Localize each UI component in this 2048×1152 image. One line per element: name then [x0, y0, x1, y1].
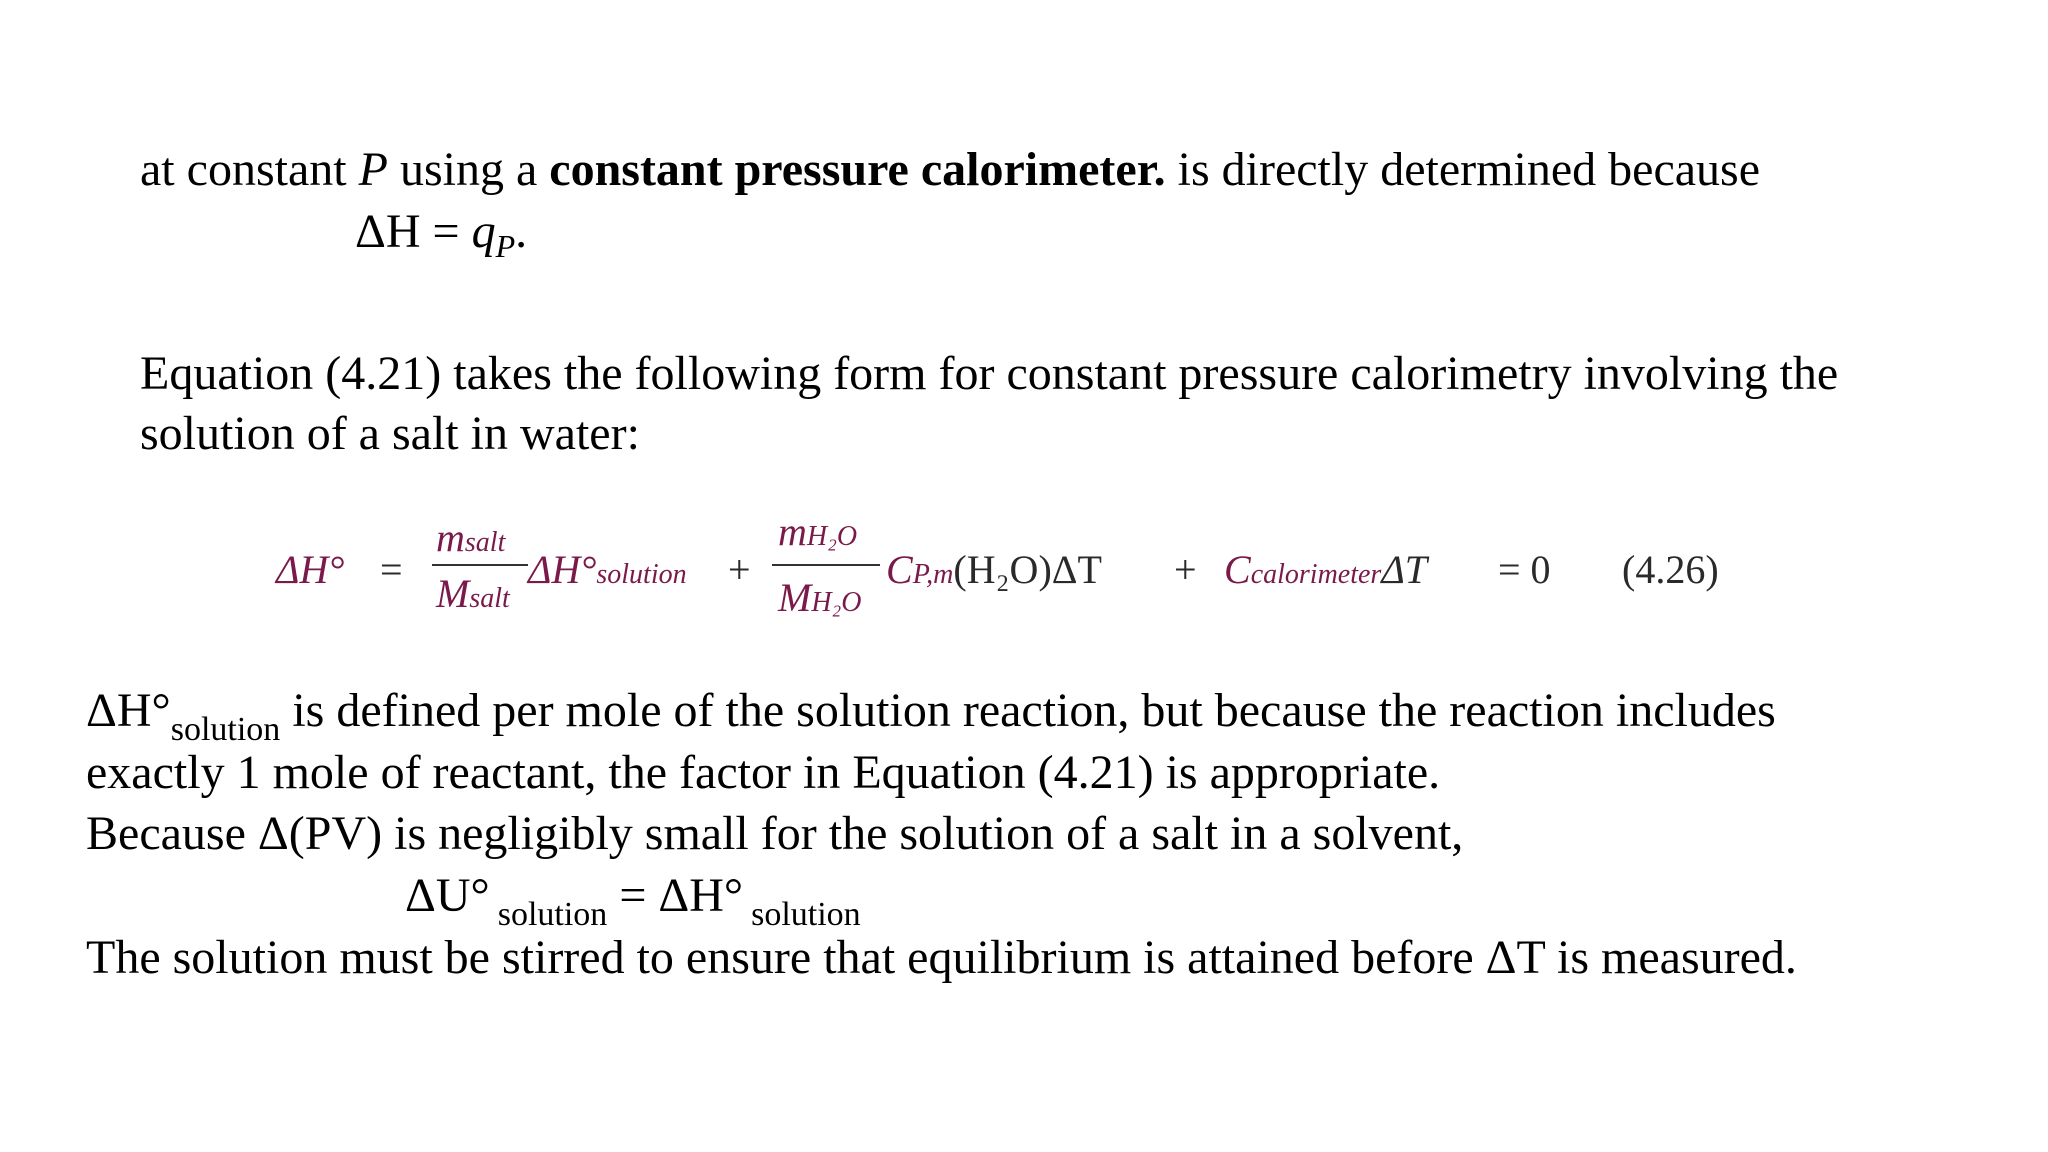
equation-equals: =	[380, 547, 403, 592]
text-line-dh-defined	[86, 683, 1776, 748]
fraction2-numerator-subscript: H₂O	[806, 521, 858, 552]
equation-number: (4.26)	[1622, 547, 1719, 592]
term-cp-water	[886, 547, 1102, 598]
text-segment: is defined per mole of the solution reaction, but because the reaction includes	[280, 684, 1776, 737]
equation-plus-1: +	[728, 547, 751, 592]
equation-plus-2: +	[1174, 547, 1197, 592]
fraction2-denominator	[778, 575, 862, 626]
fraction2-bar	[772, 564, 880, 566]
term-c-calorimeter	[1224, 547, 1427, 598]
fraction1-numerator-subscript: salt	[464, 527, 506, 558]
text-segment: is directly determined because	[1165, 143, 1761, 196]
term3-subscript: calorimeter	[1250, 559, 1382, 590]
text-segment: using a	[387, 143, 550, 196]
term1-symbol: ΔH°	[528, 547, 597, 592]
term3-rest: ΔT	[1381, 547, 1428, 592]
equation-4-26	[270, 505, 1750, 640]
fraction2-denominator-subscript: H₂O	[811, 587, 862, 618]
pressure-variable: P	[358, 143, 388, 196]
term-delta-h-solution	[528, 547, 687, 598]
dh-symbol: ΔH°	[86, 684, 171, 737]
du-symbol: ΔU°	[405, 869, 490, 922]
formula-period: .	[515, 205, 528, 258]
fraction1-denominator-m: M	[436, 571, 470, 616]
term1-subscript: solution	[596, 559, 687, 590]
text-line-constant-pressure	[140, 142, 1760, 198]
text-line-exactly-one-mole: exactly 1 mole of reactant, the factor in Equation (4.21) is appropriate.	[86, 746, 1441, 799]
formula-q-subscript: P	[495, 228, 516, 264]
equation-lhs: ΔH°	[276, 547, 345, 592]
term2-subscript: P,m	[912, 559, 954, 590]
equation-equals-zero: = 0	[1498, 547, 1551, 592]
fraction1-numerator-m: m	[436, 515, 465, 560]
bold-term-calorimeter: constant pressure calorimeter.	[549, 143, 1166, 196]
formula-du-equals-dh	[405, 868, 861, 933]
dh-subscript-solution: solution	[170, 711, 281, 748]
du-subscript-solution: solution	[497, 896, 608, 933]
dh-subscript-solution-2: solution	[751, 896, 861, 933]
term2-rest: (H₂O)ΔT	[953, 547, 1102, 592]
formula-lhs: ΔH =	[355, 205, 472, 258]
fraction2-denominator-m: M	[778, 575, 812, 620]
text-line-solution-stirred: The solution must be stirred to ensure that equilibrium is attained before ΔT is measured.	[86, 931, 1797, 984]
fraction1-bar	[432, 564, 528, 566]
text-segment: at constant	[140, 143, 359, 196]
text-line-because-dpv: Because Δ(PV) is negligibly small for the solution of a salt in a solvent,	[86, 807, 1464, 860]
formula-dh-qp	[355, 204, 527, 264]
text-line-equation-intro: Equation (4.21) takes the following form for constant pressure calorimetry involving the	[140, 347, 1839, 400]
fraction2-numerator-m: m	[778, 509, 807, 554]
equals-dh-symbol: = ΔH°	[607, 869, 744, 922]
fraction1-denominator-subscript: salt	[469, 583, 510, 614]
fraction2-numerator	[778, 509, 857, 560]
fraction1-numerator	[436, 515, 505, 566]
text-line-solution-of-salt: solution of a salt in water:	[140, 407, 640, 460]
term3-c: C	[1224, 547, 1251, 592]
fraction1-denominator	[436, 571, 510, 622]
formula-q: q	[471, 205, 496, 258]
term2-c: C	[886, 547, 913, 592]
